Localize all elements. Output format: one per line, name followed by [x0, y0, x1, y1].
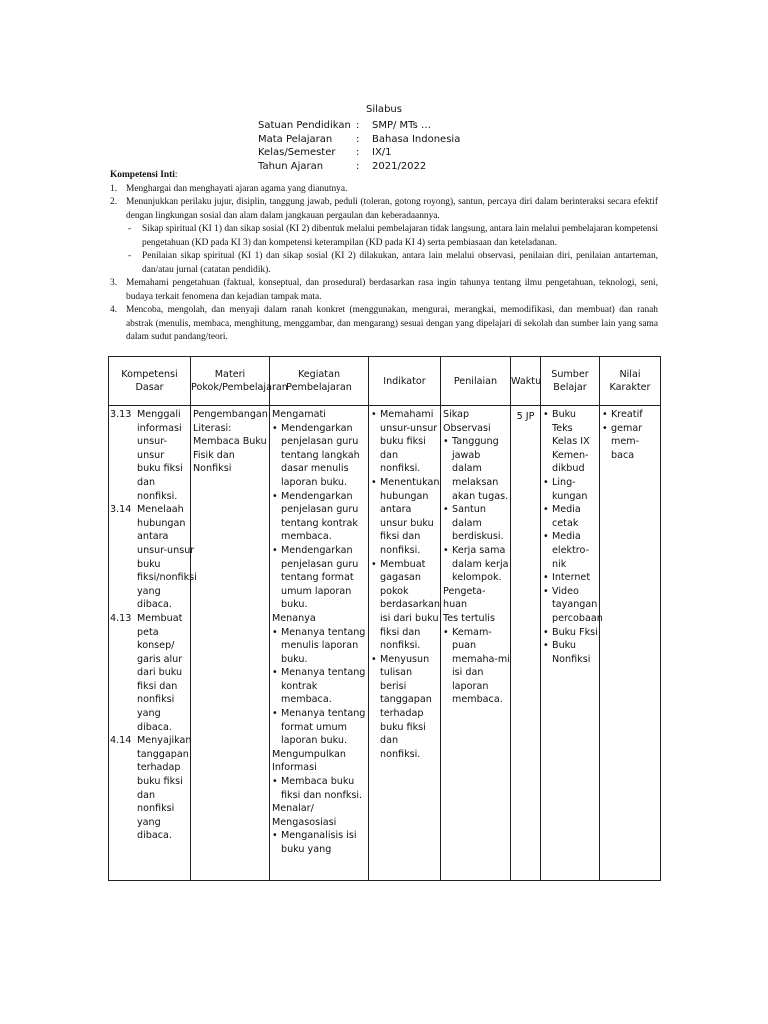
- kegiatan-list: [270, 626, 368, 748]
- list-item: • Kreatif: [600, 408, 660, 422]
- list-item: • Menganalisis isi buku yang: [270, 829, 368, 856]
- ki-sub-item: - Penilaian sikap spiritual (KI 1) dan sikap sosial (KI 2) dilakukan, antara lain melalui observasi, penilaian diri, penilaian antarteman, dan/atau jurnal (catatan pendidik).: [128, 251, 658, 275]
- cell-sumber: [541, 406, 603, 881]
- ki-item: 2. Menunjukkan perilaku jujur, disiplin, tanggung jawab, peduli (toleran, gotong royong), santun, percaya diri dalam berinteraksi secara efektif dengan lingkungan sosial dan alam dalam jangkauan pergaulan dan keberadaannya.: [110, 197, 658, 221]
- ki-sub-item: - Sikap spiritual (KI 1) dan sikap sosial (KI 2) dibentuk melalui pembelajaran tidak langsung, antara lain melalui pembelajaran kompetensi pengetahuan (KD pada KI 3) dan kompetensi keterampilan (KD pada KI 4) serta pembiasaan dan keteladanan.: [128, 224, 658, 248]
- col-header-materi: Materi Pokok/Pembelajaran: [191, 357, 270, 406]
- document-title: Silabus: [366, 104, 402, 115]
- col-header-waktu: Waktu: [511, 357, 541, 406]
- col-header-sumber: Sumber Belajar: [541, 357, 600, 406]
- indikator-list: [369, 408, 440, 761]
- list-item: • Menanya tentang format umum laporan buku.: [270, 707, 368, 748]
- col-header-penilaian: Penilaian: [441, 357, 511, 406]
- list-item: • Mendengarkan penjelasan guru tentang langkah dasar menulis laporan buku.: [270, 422, 368, 490]
- list-item: • Menanya tentang menulis laporan buku.: [270, 626, 368, 667]
- penilaian-sikap-heading: Sikap Observasi: [443, 409, 491, 434]
- list-item: • Santun dalam berdiskusi.: [441, 503, 510, 544]
- kegiatan-heading: Menalar/ Mengasosiasi: [272, 803, 337, 828]
- list-item: • Tanggung jawab dalam melaksan akan tugas.: [441, 435, 510, 503]
- cell-kegiatan: [270, 406, 369, 881]
- list-item: • Mendengarkan penjelasan guru tentang format umum laporan buku.: [270, 544, 368, 612]
- ki-item: 1. Menghargai dan menghayati ajaran agama yang dianutnya.: [110, 183, 348, 194]
- kd-item: 4.14 Menyajikan tanggapan terhadap buku fiksi dan nonfiksi yang dibaca.: [110, 735, 192, 842]
- list-item: • Media elektro-nik: [541, 530, 599, 571]
- list-item: • Memahami unsur-unsur buku fiksi dan nonfiksi.: [369, 408, 440, 476]
- info-row-mapel: Mata Pelajaran : Bahasa Indonesia: [258, 133, 461, 145]
- kd-item: 3.14 Menelaah hubungan antara unsur-unsur buku fiksi/nonfiksi yang dibaca.: [110, 504, 197, 611]
- kd-item: 4.13 Membuat peta konsep/ garis alur dari buku fiksi dan nonfiksi yang dibaca.: [110, 612, 183, 733]
- kegiatan-heading: Menanya: [272, 612, 316, 624]
- list-item: • Menentukan hubungan antara unsur buku fiksi dan nonfiksi.: [369, 476, 440, 558]
- sumber-list: [541, 408, 603, 666]
- cell-nilai: [600, 406, 661, 881]
- col-header-indikator: Indikator: [369, 357, 441, 406]
- info-row-tahun: Tahun Ajaran : 2021/2022: [258, 160, 427, 172]
- list-item: • Menanya tentang kontrak membaca.: [270, 666, 368, 707]
- list-item: • Kerja sama dalam kerja kelompok.: [441, 544, 510, 585]
- document-info: [258, 119, 460, 173]
- nilai-list: [600, 408, 660, 462]
- list-item: • Buku Nonfiksi: [541, 639, 599, 666]
- list-item: • Media cetak: [541, 503, 599, 530]
- kompetensi-inti-section: [110, 169, 658, 345]
- list-item: • Membaca buku fiksi dan nonfksi.: [270, 775, 368, 802]
- cell-penilaian: [441, 406, 511, 881]
- kegiatan-heading: Mengumpulkan Informasi: [272, 748, 346, 774]
- list-item: • Mendengarkan penjelasan guru tentang kontrak membaca.: [270, 490, 368, 544]
- syllabus-table: [108, 356, 661, 881]
- kegiatan-list: [270, 775, 368, 802]
- list-item: • Buku Fksi: [541, 626, 599, 640]
- list-item: • Kemam-puan memaha-mi isi dan laporan membaca.: [441, 626, 510, 708]
- ki-heading: Kompetensi Inti:: [110, 170, 178, 180]
- list-item: • Internet: [541, 571, 599, 585]
- col-header-nilai: Nilai Karakter: [600, 357, 661, 406]
- cell-indikator: [369, 406, 441, 881]
- penilaian-sikap-list: [441, 435, 510, 585]
- kegiatan-list: [270, 829, 368, 856]
- list-item: • Ling-kungan: [541, 476, 599, 503]
- penilaian-tes-list: [441, 626, 510, 708]
- cell-waktu: 5 JP: [511, 406, 541, 881]
- kegiatan-heading: Mengamati: [272, 409, 326, 420]
- cell-kompetensi-dasar: [109, 406, 197, 881]
- ki-item: 4. Mencoba, mengolah, dan menyaji dalam ranah konkret (menggunakan, mengurai, merangkai, memodifikasi, dan membuat) dan ranah abstrak (menulis, membaca, menghitung, menggambar, dan mengarang) sesuai dengan yang dipelajari di sekolah dan sumber lain yang sama dalam sudut pandang/teori.: [110, 305, 658, 342]
- list-item: • Video tayangan percobaan: [541, 585, 599, 626]
- col-header-kegiatan: Kegiatan Pembelajaran: [270, 357, 369, 406]
- list-item: • Menyusun tulisan berisi tanggapan terhadap buku fiksi dan nonfiksi.: [369, 653, 440, 762]
- list-item: • Membuat gagasan pokok berdasarkan isi dari buku fiksi dan nonfiksi.: [369, 558, 440, 653]
- ki-item: 3. Memahami pengetahuan (faktual, konseptual, dan prosedural) berdasarkan rasa ingin tahunya tentang ilmu pengetahuan, teknologi, seni, budaya terkait fenomena dan kejadian tampak mata.: [110, 278, 658, 302]
- list-item: • gemar mem-baca: [600, 422, 660, 463]
- info-row-satuan: Satuan Pendidikan : SMP/ MTs …: [258, 120, 432, 131]
- kd-item: 3.13 Menggali informasi unsur-unsur buku fiksi dan nonfiksi.: [110, 409, 183, 502]
- list-item: • Buku Teks Kelas IX Kemen-dikbud: [541, 408, 599, 476]
- table-header-row: [109, 357, 661, 406]
- col-header-kompetensi-dasar: Kompetensi Dasar: [109, 357, 191, 406]
- penilaian-tes-heading: Tes tertulis: [443, 612, 495, 624]
- info-row-kelas: Kelas/Semester : IX/1: [258, 147, 392, 158]
- table-row: [109, 406, 661, 881]
- cell-materi: Pengembangan Literasi: Membaca Buku Fisik dan Nonfiksi: [191, 406, 270, 881]
- penilaian-pengetahuan-heading: Pengeta-huan: [443, 585, 486, 611]
- kegiatan-list: [270, 422, 368, 612]
